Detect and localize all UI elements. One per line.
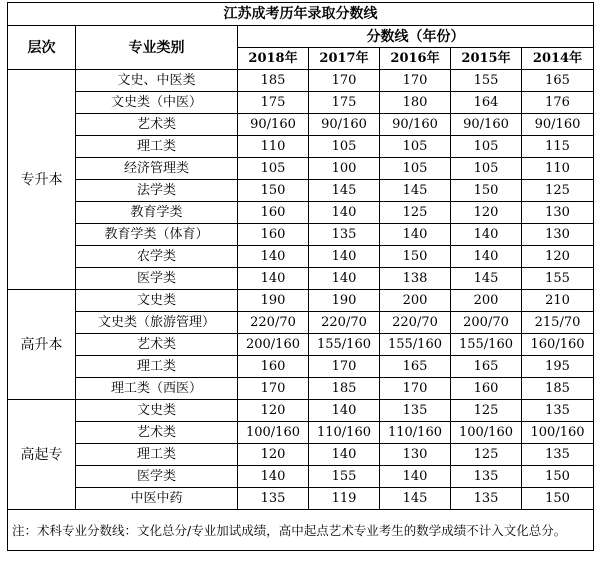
table-row: [8, 312, 594, 334]
score-cell: 164: [451, 92, 522, 114]
score-cell: 155: [309, 466, 380, 488]
score-cell: 100/160: [451, 422, 522, 444]
score-cell: 160/160: [522, 334, 594, 356]
score-cell: 155: [451, 70, 522, 92]
score-cell: 185: [238, 70, 309, 92]
score-cell: 190: [309, 290, 380, 312]
title-row: [8, 3, 594, 26]
score-cell: 120: [451, 202, 522, 224]
score-cell: 90/160: [238, 114, 309, 136]
header-row-1: [8, 26, 594, 48]
level-cell: 高升本: [8, 290, 76, 400]
score-cell: 105: [451, 136, 522, 158]
score-cell: 175: [238, 92, 309, 114]
table-row: [8, 466, 594, 488]
table-row: [8, 400, 594, 422]
score-cell: 145: [380, 180, 451, 202]
score-cell: 175: [309, 92, 380, 114]
category-cell: 医学类: [76, 466, 238, 488]
score-cell: 120: [522, 246, 594, 268]
score-cell: 135: [238, 488, 309, 510]
score-cell: 150: [522, 466, 594, 488]
table-body: [8, 70, 594, 510]
score-cell: 155/160: [309, 334, 380, 356]
category-cell: 医学类: [76, 268, 238, 290]
score-cell: 185: [309, 378, 380, 400]
score-cell: 140: [309, 400, 380, 422]
table-row: [8, 422, 594, 444]
score-cell: 119: [309, 488, 380, 510]
table-row: [8, 334, 594, 356]
header-year: 2015年: [451, 48, 522, 70]
score-cell: 105: [380, 136, 451, 158]
header-year: 2016年: [380, 48, 451, 70]
score-cell: 220/70: [309, 312, 380, 334]
category-cell: 法学类: [76, 180, 238, 202]
score-cell: 130: [522, 202, 594, 224]
admission-score-table: [7, 2, 594, 551]
level-cell: 高起专: [8, 400, 76, 510]
score-cell: 125: [522, 180, 594, 202]
score-cell: 155: [522, 268, 594, 290]
score-cell: 140: [238, 466, 309, 488]
score-cell: 165: [522, 70, 594, 92]
score-cell: 170: [380, 378, 451, 400]
header-year: 2017年: [309, 48, 380, 70]
category-cell: 文史类（中医）: [76, 92, 238, 114]
score-cell: 110/160: [309, 422, 380, 444]
score-cell: 215/70: [522, 312, 594, 334]
category-cell: 艺术类: [76, 114, 238, 136]
score-cell: 170: [309, 70, 380, 92]
score-cell: 125: [451, 444, 522, 466]
score-cell: 160: [451, 378, 522, 400]
score-cell: 140: [451, 246, 522, 268]
score-cell: 170: [238, 378, 309, 400]
category-cell: 教育学类: [76, 202, 238, 224]
score-cell: 140: [309, 268, 380, 290]
category-cell: 文史类: [76, 290, 238, 312]
score-cell: 110/160: [380, 422, 451, 444]
score-cell: 135: [451, 466, 522, 488]
score-cell: 176: [522, 92, 594, 114]
score-cell: 200/70: [451, 312, 522, 334]
table-row: [8, 92, 594, 114]
category-cell: 经济管理类: [76, 158, 238, 180]
score-cell: 105: [238, 158, 309, 180]
score-cell: 165: [451, 356, 522, 378]
score-cell: 155/160: [451, 334, 522, 356]
header-year: 2018年: [238, 48, 309, 70]
category-cell: 理工类: [76, 356, 238, 378]
score-cell: 200: [380, 290, 451, 312]
score-cell: 105: [309, 136, 380, 158]
table-row: [8, 444, 594, 466]
score-table-container: [7, 2, 593, 551]
score-cell: 110: [522, 158, 594, 180]
score-cell: 160: [238, 356, 309, 378]
score-cell: 140: [309, 444, 380, 466]
score-cell: 160: [238, 224, 309, 246]
table-row: [8, 114, 594, 136]
score-cell: 140: [380, 466, 451, 488]
score-cell: 130: [522, 224, 594, 246]
score-cell: 190: [238, 290, 309, 312]
score-cell: 135: [522, 400, 594, 422]
score-cell: 140: [238, 268, 309, 290]
header-score-group: 分数线（年份）: [238, 26, 594, 48]
score-cell: 170: [309, 356, 380, 378]
score-cell: 90/160: [451, 114, 522, 136]
score-cell: 150: [238, 180, 309, 202]
category-cell: 文史类（旅游管理）: [76, 312, 238, 334]
header-level: 层次: [8, 26, 76, 70]
table-row: [8, 488, 594, 510]
category-cell: 教育学类（体育）: [76, 224, 238, 246]
score-cell: 138: [380, 268, 451, 290]
score-cell: 200: [451, 290, 522, 312]
score-cell: 150: [522, 488, 594, 510]
table-row: [8, 246, 594, 268]
table-row: [8, 202, 594, 224]
score-cell: 130: [380, 444, 451, 466]
score-cell: 140: [380, 224, 451, 246]
score-cell: 100: [309, 158, 380, 180]
category-cell: 中医中药: [76, 488, 238, 510]
note-row: [8, 510, 594, 551]
category-cell: 理工类: [76, 136, 238, 158]
category-cell: 理工类: [76, 444, 238, 466]
category-cell: 艺术类: [76, 422, 238, 444]
score-cell: 125: [451, 400, 522, 422]
score-cell: 100/160: [522, 422, 594, 444]
score-cell: 140: [238, 246, 309, 268]
score-cell: 160: [238, 202, 309, 224]
score-cell: 150: [380, 246, 451, 268]
score-cell: 140: [309, 246, 380, 268]
score-cell: 140: [309, 202, 380, 224]
table-row: [8, 70, 594, 92]
score-cell: 140: [451, 224, 522, 246]
score-cell: 180: [380, 92, 451, 114]
header-category: 专业类别: [76, 26, 238, 70]
score-cell: 155/160: [380, 334, 451, 356]
category-cell: 文史、中医类: [76, 70, 238, 92]
score-cell: 220/70: [238, 312, 309, 334]
score-cell: 90/160: [309, 114, 380, 136]
category-cell: 农学类: [76, 246, 238, 268]
category-cell: 文史类: [76, 400, 238, 422]
table-row: [8, 268, 594, 290]
table-title: 江苏成考历年录取分数线: [8, 3, 594, 26]
footnote: 注：术科专业分数线：文化总分/专业加试成绩，高中起点艺术专业考生的数学成绩不计入文化总分。: [8, 510, 594, 551]
table-row: [8, 158, 594, 180]
score-cell: 210: [522, 290, 594, 312]
score-cell: 150: [451, 180, 522, 202]
score-cell: 145: [309, 180, 380, 202]
score-cell: 105: [380, 158, 451, 180]
score-cell: 195: [522, 356, 594, 378]
score-cell: 145: [380, 488, 451, 510]
score-cell: 145: [451, 268, 522, 290]
score-cell: 110: [238, 136, 309, 158]
score-cell: 120: [238, 444, 309, 466]
score-cell: 220/70: [380, 312, 451, 334]
score-cell: 200/160: [238, 334, 309, 356]
score-cell: 135: [522, 444, 594, 466]
level-cell: 专升本: [8, 70, 76, 290]
table-row: [8, 180, 594, 202]
score-cell: 90/160: [522, 114, 594, 136]
score-cell: 185: [522, 378, 594, 400]
score-cell: 90/160: [380, 114, 451, 136]
table-row: [8, 136, 594, 158]
score-cell: 135: [309, 224, 380, 246]
score-cell: 115: [522, 136, 594, 158]
table-row: [8, 356, 594, 378]
category-cell: 艺术类: [76, 334, 238, 356]
score-cell: 135: [380, 400, 451, 422]
score-cell: 135: [451, 488, 522, 510]
score-cell: 120: [238, 400, 309, 422]
score-cell: 105: [451, 158, 522, 180]
header-year: 2014年: [522, 48, 594, 70]
category-cell: 理工类（西医）: [76, 378, 238, 400]
score-cell: 165: [380, 356, 451, 378]
score-cell: 170: [380, 70, 451, 92]
table-row: [8, 378, 594, 400]
table-row: [8, 224, 594, 246]
score-cell: 125: [380, 202, 451, 224]
table-row: [8, 290, 594, 312]
score-cell: 100/160: [238, 422, 309, 444]
